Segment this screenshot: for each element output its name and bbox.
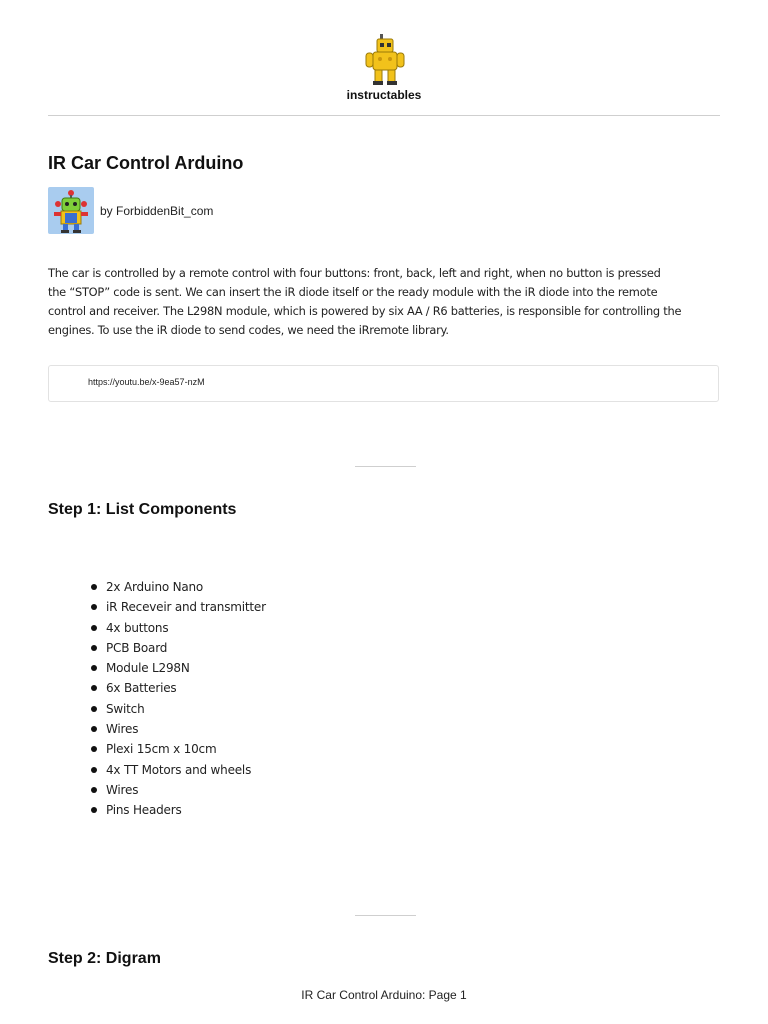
step-1-title: Step 1: List Components <box>48 501 237 518</box>
robot-mascot-icon[interactable] <box>363 34 407 86</box>
page-header <box>0 0 768 116</box>
page-footer: IR Car Control Arduino: Page 1 <box>301 988 467 1002</box>
author-avatar[interactable] <box>48 187 94 234</box>
intro-line: The car is controlled by a remote control with four buttons: front, back, left and right, when no button is pressed <box>48 266 661 280</box>
list-item: 2x Arduino Nano <box>48 577 266 597</box>
list-item: Switch <box>48 699 266 719</box>
bullet-icon <box>91 746 97 752</box>
list-item: Wires <box>48 780 266 800</box>
list-item: iR Receveir and transmitter <box>48 597 266 617</box>
component-list <box>48 577 266 821</box>
bullet-icon <box>91 584 97 590</box>
video-link[interactable]: https://youtu.be/x-9ea57-nzM <box>88 377 205 387</box>
bullet-icon <box>91 604 97 610</box>
logo-text[interactable]: instructables <box>346 88 422 102</box>
list-item: Plexi 15cm x 10cm <box>48 739 266 759</box>
bullet-icon <box>91 645 97 651</box>
list-item: Pins Headers <box>48 800 266 820</box>
video-embed[interactable] <box>48 365 719 402</box>
bullet-icon <box>91 726 97 732</box>
page-title: IR Car Control Arduino <box>48 153 244 173</box>
list-item: Wires <box>48 719 266 739</box>
author-byline[interactable]: by ForbiddenBit_com <box>100 204 214 218</box>
intro-line: the “STOP” code is sent. We can insert the iR diode itself or the ready module with the iR diode into the remote <box>48 285 658 299</box>
step-2-title: Step 2: Digram <box>48 950 161 967</box>
bullet-icon <box>91 767 97 773</box>
list-item: 4x buttons <box>48 618 266 638</box>
list-item: Module L298N <box>48 658 266 678</box>
intro-paragraph <box>48 264 728 340</box>
header-divider <box>48 115 720 116</box>
bullet-icon <box>91 685 97 691</box>
list-item: 6x Batteries <box>48 678 266 698</box>
bullet-icon <box>91 625 97 631</box>
robot-avatar-icon <box>48 187 94 234</box>
intro-line: engines. To use the iR diode to send codes, we need the iRremote library. <box>48 323 449 337</box>
bullet-icon <box>91 787 97 793</box>
list-item: 4x TT Motors and wheels <box>48 760 266 780</box>
section-divider <box>355 915 416 916</box>
list-item: PCB Board <box>48 638 266 658</box>
bullet-icon <box>91 665 97 671</box>
section-divider <box>355 466 416 467</box>
intro-line: control and receiver. The L298N module, which is powered by six AA / R6 batteries, is responsible for controlling the <box>48 304 682 318</box>
bullet-icon <box>91 706 97 712</box>
bullet-icon <box>91 807 97 813</box>
